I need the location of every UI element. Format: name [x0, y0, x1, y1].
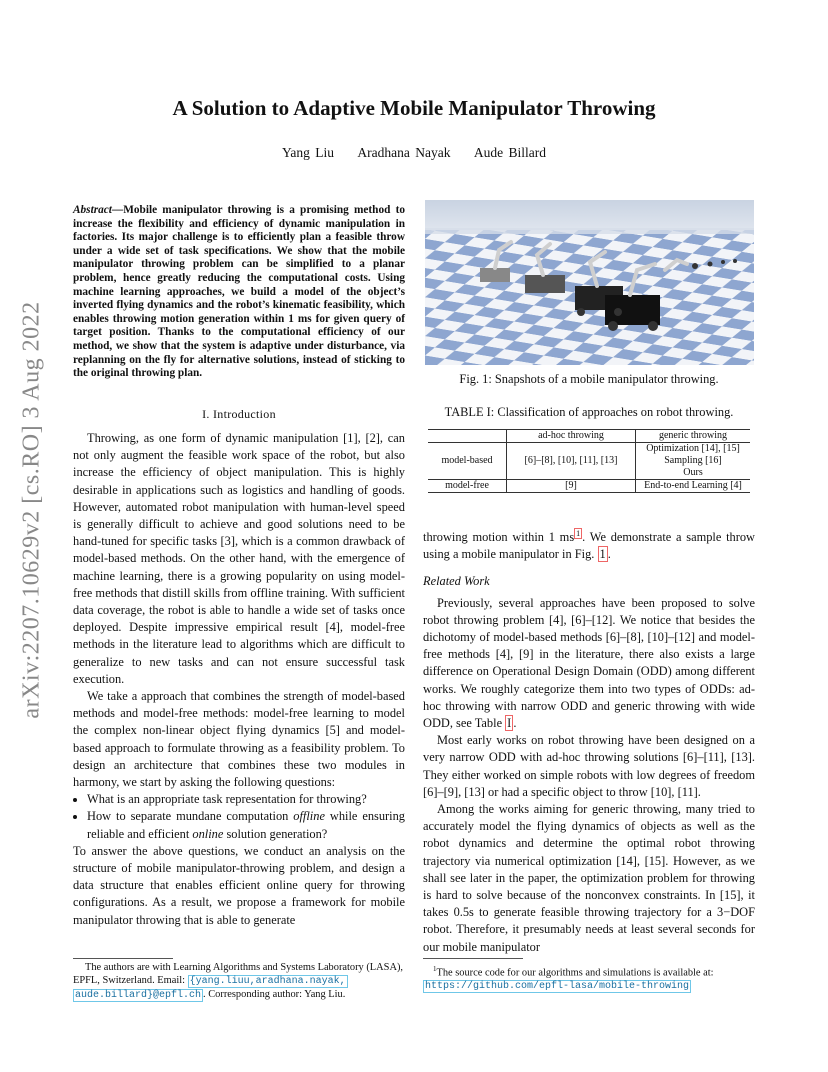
paragraph: We take a approach that combines the strength of model-based methods and model-free methods: model-free learning to model the complex non-linear object flying dynamics [5] and model-based approach to formulate throwing as a feasibility problem. To design an architecture that combines these two modules in harmony, we start by asking the following questions: — [73, 689, 405, 790]
simulation-snapshot — [425, 200, 754, 365]
paragraph: To answer the above questions, we conduct an analysis on the structure of mobile manipulator-throwing problem, and design a data structure that enables efficient online query for throwing configurations. As a result, we propose a framework for mobile manipulator throwing that is able to generate — [73, 843, 405, 927]
table-ref[interactable]: I — [507, 715, 512, 730]
table-row: model-free [9] End-to-end Learning [4] — [428, 480, 750, 493]
paragraph: Throwing, as one form of dynamic manipulation [1], [2], can not only augment the feasible work space of the robot, but also increase the efficiency of object manipulation. This is highly desirable in applications such as logistics and handling of goods. However, automated robot manipulation with human-level speed is generally difficult to achieve and good solutions need to be hand-tuned for specific tasks [3], which is a common drawback of model-based methods. On the other hand, with the emergence of machine learning, there is a growing popularity on using model-free methods that distill skills from offline training. With sufficient data coverage, the robot is able to handle a wide set of tasks once deployed. Despite impressive empirical result [4], model-free methods in the literature lead to algorithms which are difficult to generalize to new tasks and can not ensure successful task execution. — [73, 431, 405, 686]
table-1 — [428, 429, 750, 493]
col2-body — [423, 525, 755, 956]
author-list — [0, 145, 828, 161]
abstract-text: Mobile manipulator throwing is a promising method to increase the flexibility and efficiency of dynamic manipulation in factories. Its major challenge is to efficiently plan a feasible throw under a wide set of task specifications. We show that the mobile manipulator throwing problem can be simplified to a planar problem, hence greatly reducing the computational costs. Using machine learning approaches, we build a model of the object’s inverted flying dynamics and the robot’s kinematic feasibility, which enables throwing motion generation within 1 ms for given query of target position. Thanks to the computational efficiency of our method, we show that the system is adaptive under disturbance, via replanning on the fly for alternative solutions, instead of sticking to the original throwing plan. — [73, 204, 405, 380]
footnote-source: $^1$The source code for our algorithms and simulations is available at: https://github.com/epfl-lasa/mobile-throwing — [425, 965, 714, 993]
subsection-heading: Related Work — [423, 573, 490, 588]
list-item: • How to separate mundane computation offline while ensuring reliable and efficient online solution generation? — [87, 808, 405, 842]
email-link[interactable]: {yang.liuu,aradhana.nayak, — [189, 976, 346, 987]
author-name: Aude Billard — [473, 145, 546, 160]
figure-1-image — [425, 200, 754, 365]
abstract-dash: — — [111, 204, 124, 216]
question-list — [73, 791, 405, 843]
figure-ref[interactable]: 1 — [599, 547, 606, 562]
figure-1-caption: Fig. 1: Snapshots of a mobile manipulator throwing. — [459, 372, 719, 386]
author-name: Yang Liu — [282, 145, 335, 160]
arxiv-sidebar — [12, 290, 52, 730]
paragraph: Among the works aiming for generic throwing, many tried to accurately model the flying dynamics of objects as well as the robot dynamics and determine the optimal robot throwing trajectory via numerical optimization [14], [15]. However, as we shall see later in the paper, the optimization problem for throwing is hard to solve because of the nonconvex constraints. In [15], it takes 0.5s to generate feasible throwing trajectory for a 3−DOF robot. Therefore, it presumably needs at least several seconds for our mobile manipulator — [423, 801, 755, 954]
footnote-rule — [73, 958, 173, 959]
paper-title: A Solution to Adaptive Mobile Manipulator Throwing — [172, 96, 656, 120]
section-heading: I. Introduction — [202, 407, 276, 421]
paragraph: throwing motion within 1 ms $^1$ . We demonstrate a sample throw using a mobile manipulator in Fig. 1 . — [423, 529, 756, 562]
author-name: Aradhana Nayak — [357, 145, 451, 160]
table-1-caption: TABLE I: Classification of approaches on robot throwing. — [444, 405, 734, 419]
arxiv-identifier: arXiv:2207.10629v2 [cs.RO] 3 Aug 2022 — [18, 301, 45, 719]
footnote-affiliation: The authors are with Learning Algorithms and Systems Laboratory (LASA), EPFL, Switzerland. Email: {yang.liuu,aradhana.nayak, aude.billard}@epfl.ch . Corresponding author: Yang Liu. — [73, 962, 403, 1001]
footnote-ref[interactable]: 1 — [576, 529, 581, 538]
list-item: • What is an appropriate task representation for throwing? — [87, 791, 405, 808]
email-link[interactable]: aude.billard}@epfl.ch — [75, 990, 202, 1001]
intro-body — [73, 430, 405, 929]
abstract — [73, 204, 405, 381]
github-link[interactable]: https://github.com/epfl-lasa/mobile-throwing — [425, 981, 690, 993]
paragraph: Previously, several approaches have been proposed to solve robot throwing problem [4], [6]–[12]. We notice that besides the dichotomy of model-based methods [6]–[8], [10]–[12] and model-free methods [4], [9] in the literature, there also exists a large difference on Operational Design Domain (ODD) among different works. We roughly categorize them into two types of ODDs: ad-hoc throwing with narrow ODD and generic throwing with wide ODD, see Table I . — [423, 595, 755, 730]
paragraph: Most early works on robot throwing have been designed on a very narrow ODD with ad-hoc throwing solutions [6]–[11], [13]. They either worked on simple robots with low degrees of freedom [6]–[9], [13] or had a specific object to throw [10], [11]. — [423, 733, 755, 799]
table-row: model-based [6]–[8], [10], [11], [13] Optimization [14], [15] Sampling [16] Ours — [428, 443, 750, 480]
abstract-label: Abstract — [73, 204, 112, 216]
footnote-rule — [423, 958, 523, 959]
table-row: ad-hoc throwing generic throwing — [428, 430, 750, 443]
